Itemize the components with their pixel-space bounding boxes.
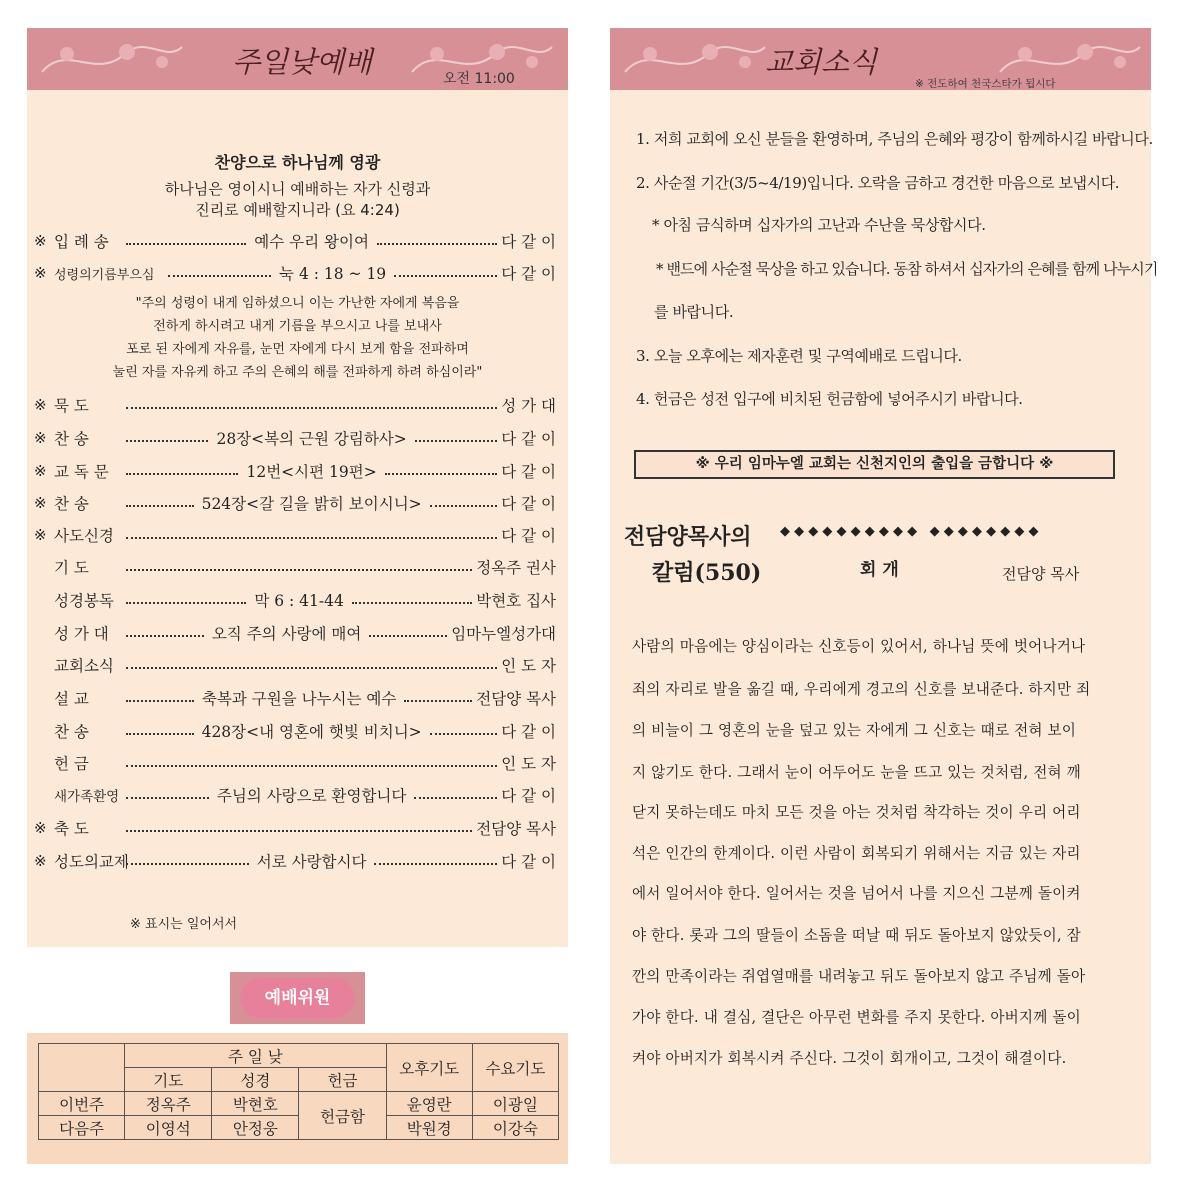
- standing-note: ※ 표시는 일어서서: [130, 917, 238, 932]
- cell-afternoon: 윤영란: [386, 1092, 472, 1116]
- news-title: 교회소식: [765, 45, 878, 79]
- order-leader: 인 도 자: [501, 755, 556, 773]
- standing-mark: ※: [34, 232, 47, 250]
- order-leader: 다 같 이: [501, 853, 556, 871]
- column-line: 의 비늘이 그 영혼의 눈을 덮고 있는 자에게 그 신호는 때로 전혀 보이: [632, 722, 1077, 739]
- order-label: 찬 송: [54, 430, 89, 448]
- order-leader: 다 같 이: [501, 527, 556, 545]
- dot-leader: [126, 635, 204, 637]
- order-label: 찬 송: [54, 495, 89, 513]
- order-content: 오직 주의 사랑에 매여: [211, 625, 362, 643]
- order-leader: 인 도 자: [501, 657, 556, 675]
- worship-title: 주일낮예배: [232, 45, 373, 79]
- order-label: 축 도: [54, 820, 89, 838]
- order-content: 예수 우리 왕이여: [254, 233, 369, 251]
- header-sunday: 주 일 낮: [125, 1044, 386, 1068]
- order-leader: 다 같 이: [501, 723, 557, 741]
- order-content: 428장<내 영혼에 햇빛 비치니>: [201, 723, 422, 741]
- order-leader: 다 같 이: [501, 787, 556, 805]
- corner-cell: [39, 1044, 125, 1092]
- dot-leader: [369, 635, 447, 637]
- dot-leader: [126, 569, 472, 571]
- order-label: 헌 금: [54, 755, 89, 773]
- cell-scripture: 박현호: [212, 1092, 299, 1116]
- column-line: 깐의 만족이라는 쥐엽열매를 내려놓고 뒤도 돌아보지 않고 주님께 돌아: [632, 968, 1086, 985]
- order-label: 기 도: [54, 559, 89, 577]
- standing-mark: ※: [34, 852, 47, 870]
- worship-order-item: [34, 425, 556, 451]
- standing-mark: ※: [34, 396, 47, 414]
- dot-leader: [385, 473, 497, 475]
- cell-prayer: 정옥주: [125, 1092, 212, 1116]
- dot-leader: [126, 407, 497, 409]
- cell-wednesday: 이강숙: [472, 1116, 558, 1140]
- news-item: 2. 사순절 기간(3/5~4/19)입니다. 오락을 금하고 경건한 마음으로 보냅시다.: [636, 174, 1120, 192]
- order-label: 성 가 대: [54, 625, 109, 643]
- quote-line: "주의 성령이 내게 임하셨으니 이는 가난한 자에게 복음을: [135, 296, 460, 311]
- table-row: [39, 1092, 559, 1116]
- order-leader: 다 같 이: [501, 463, 556, 481]
- dot-leader: [414, 797, 497, 799]
- dot-leader: [126, 537, 497, 539]
- order-content: 서로 사랑합시다: [256, 853, 367, 871]
- order-label: 성경봉독: [54, 592, 114, 610]
- worship-order-item: [34, 458, 556, 484]
- floral-ornament-icon: [620, 32, 770, 86]
- column-line: 야 한다. 롯과 그의 딸들이 소돔을 떠날 때 뒤도 돌아보지 않았듯이, 잠: [632, 927, 1081, 944]
- dot-leader: [126, 700, 194, 702]
- news-item: 4. 헌금은 성전 입구에 비치된 헌금함에 넣어주시기 바랍니다.: [636, 390, 1023, 408]
- order-leader: 다 같 이: [501, 430, 556, 448]
- dot-leader: [126, 765, 497, 767]
- order-label: 찬 송: [54, 723, 89, 741]
- worship-order-item: [34, 587, 556, 613]
- committee-table: [38, 1043, 559, 1140]
- worship-order-item: [34, 652, 556, 678]
- news-item: 1. 저희 교회에 오신 분들을 환영하며, 주님의 은혜와 평강이 함께하시길 바랍니다.: [636, 130, 1153, 148]
- worship-order-item: [34, 260, 556, 286]
- standing-mark: ※: [34, 494, 47, 512]
- dot-leader: [126, 733, 194, 735]
- worship-header: [27, 28, 568, 90]
- cell-offering: 헌금함: [299, 1092, 386, 1140]
- diamond-divider: ◆ ◆ ◆ ◆ ◆ ◆ ◆ ◆ ◆ ◆ ◆ ◆ ◆ ◆ ◆ ◆ ◆ ◆: [780, 524, 1039, 539]
- order-label: 성령의기름부으심: [54, 267, 155, 283]
- floral-ornament-icon: [37, 32, 187, 86]
- table-row: [39, 1116, 559, 1140]
- news-item: 3. 오늘 오후에는 제자훈련 및 구역예배로 드립니다.: [636, 347, 962, 365]
- standing-mark: ※: [34, 264, 47, 282]
- luke-quote: [27, 292, 568, 384]
- header-afternoon: 오후기도: [386, 1044, 472, 1092]
- column-line: 석은 인간의 한계이다. 이런 사람이 회복되기 위해서는 지금 있는 자리: [632, 845, 1081, 862]
- worship-order-item: [34, 554, 556, 580]
- worship-order-item: [34, 782, 556, 808]
- news-item: * 밴드에 사순절 묵상을 하고 있습니다. 동참 하셔서 십자가의 은혜를 함께 나누시기: [656, 260, 1158, 278]
- order-content: 막 6 : 41-44: [254, 592, 344, 610]
- dot-leader: [404, 700, 472, 702]
- column-line: 죄의 자리로 발을 옮길 때, 우리에게 경고의 신호를 보내준다. 하지만 죄: [632, 681, 1091, 698]
- worship-order-item: [34, 490, 556, 516]
- cell-prayer: 이영석: [125, 1116, 212, 1140]
- cell-wednesday: 이광일: [472, 1092, 558, 1116]
- worship-order-item: [34, 228, 556, 254]
- column-title-line2: 칼럼(550): [652, 560, 762, 586]
- dot-leader: [168, 275, 271, 277]
- committee-badge: 예배위원: [240, 978, 355, 1018]
- order-leader: 전담양 목사: [476, 820, 556, 838]
- column-line: 가야 한다. 내 결심, 결단은 아무런 변화를 주지 못한다. 아버지께 돌이: [632, 1009, 1081, 1026]
- standing-mark: ※: [34, 819, 47, 837]
- standing-mark: ※: [34, 526, 47, 544]
- column-topic: 회 개: [860, 560, 899, 580]
- dot-leader: [430, 733, 498, 735]
- dot-leader: [430, 505, 498, 507]
- column-line: 닫지 못하는데도 마치 모든 것을 아는 것처럼 착각하는 것이 우리 어리: [632, 804, 1081, 821]
- order-label: 교 독 문: [54, 463, 109, 481]
- dot-leader: [374, 863, 497, 865]
- dot-leader: [126, 505, 194, 507]
- column-title-line1: 전담양목사의: [624, 524, 752, 550]
- order-label: 사도신경: [54, 527, 114, 545]
- order-leader: 박현호 집사: [476, 592, 557, 610]
- order-leader: 다 같 이: [501, 265, 557, 283]
- worship-order-item: [34, 685, 556, 711]
- dot-leader: [352, 602, 472, 604]
- order-label: 설 교: [54, 690, 89, 708]
- row-label: 이번주: [39, 1092, 125, 1116]
- order-leader: 정옥주 권사: [476, 559, 556, 577]
- order-content: 축복과 구원을 나누시는 예수: [201, 690, 397, 708]
- order-label: 묵 도: [54, 397, 89, 415]
- order-label: 교회소식: [54, 657, 114, 675]
- dot-leader: [415, 440, 497, 442]
- order-content: 28장<복의 근원 강림하사>: [216, 430, 407, 448]
- worship-order-item: [34, 750, 556, 776]
- sub-scripture: 성경: [212, 1068, 299, 1092]
- column-author: 전담양 목사: [1002, 565, 1080, 583]
- order-content: 주님의 사랑으로 환영합니다: [216, 787, 407, 805]
- cell-afternoon: 박원경: [386, 1116, 472, 1140]
- order-content: 524장<갈 길을 밝히 보이시니>: [201, 495, 422, 513]
- dot-leader: [126, 440, 208, 442]
- order-label: 새가족환영: [54, 789, 120, 805]
- header-wednesday: 수요기도: [472, 1044, 558, 1092]
- row-label: 다음주: [39, 1116, 125, 1140]
- worship-time: 오전 11:00: [443, 71, 515, 87]
- order-content: 12번<시편 19편>: [246, 463, 377, 481]
- dot-leader: [126, 863, 249, 865]
- dot-leader: [126, 667, 497, 669]
- order-leader: 다 같 이: [501, 495, 557, 513]
- news-header: [610, 28, 1151, 90]
- news-item: 를 바랍니다.: [654, 303, 734, 321]
- quote-line: 전하게 하시려고 내게 기름을 부으시고 나를 보내사: [153, 319, 442, 334]
- column-line: 켜야 아버지가 회복시켜 주신다. 그것이 회개이고, 그것이 해결이다.: [632, 1050, 1067, 1067]
- order-leader: 성 가 대: [501, 397, 556, 415]
- worship-order-item: [34, 848, 556, 874]
- column-line: 지 않기도 한다. 그래서 눈이 어두어도 눈을 뜨고 있는 것처럼, 전혀 깨: [632, 764, 1081, 781]
- dot-leader: [377, 243, 497, 245]
- notice-box: ※ 우리 임마누엘 교회는 신천지인의 출입을 금합니다 ※: [634, 450, 1115, 479]
- dot-leader: [126, 602, 246, 604]
- order-leader: 임마누엘성가대: [451, 625, 557, 643]
- worship-order-item: [34, 620, 556, 646]
- worship-order-item: [34, 815, 556, 841]
- worship-order-item: [34, 718, 556, 744]
- worship-verse-line2: 진리로 예배할지니라 (요 4:24): [195, 201, 400, 219]
- dot-leader: [126, 243, 246, 245]
- quote-line: 포로 된 자에게 자유를, 눈먼 자에게 다시 보게 함을 전파하며: [126, 342, 469, 357]
- sub-prayer: 기도: [125, 1068, 212, 1092]
- standing-mark: ※: [34, 429, 47, 447]
- worship-heading: 찬양으로 하나님께 영광: [214, 153, 381, 172]
- order-leader: 다 같 이: [501, 233, 557, 251]
- order-label: 성도의교제: [54, 853, 129, 871]
- order-label: 입 례 송: [54, 233, 109, 251]
- news-slogan: ※ 전도하여 천국스타가 됩시다: [915, 78, 1056, 90]
- column-line: 사람의 마음에는 양심이라는 신호등이 있어서, 하나님 뜻에 벗어나거나: [632, 638, 1086, 655]
- dot-leader: [126, 473, 238, 475]
- quote-line: 눌린 자를 자유케 하고 주의 은혜의 해를 전파하게 하려 하심이라": [112, 365, 483, 380]
- dot-leader: [126, 830, 472, 832]
- news-panel: [610, 28, 1151, 1164]
- worship-order-item: [34, 392, 556, 418]
- worship-verse-line1: 하나님은 영이시니 예배하는 자가 신령과: [164, 180, 431, 198]
- dot-leader: [394, 275, 497, 277]
- sub-offering: 헌금: [299, 1068, 386, 1092]
- standing-mark: ※: [34, 462, 47, 480]
- worship-order-item: [34, 522, 556, 548]
- order-leader: 전담양 목사: [476, 690, 557, 708]
- cell-scripture: 안정웅: [212, 1116, 299, 1140]
- column-line: 에서 일어서야 한다. 일어서는 것을 넘어서 나를 지으신 그분께 돌이켜: [632, 885, 1081, 902]
- dot-leader: [126, 797, 209, 799]
- news-item: * 아침 금식하며 십자가의 고난과 수난을 묵상합시다.: [652, 216, 986, 234]
- order-content: 눅 4 : 18 ~ 19: [279, 265, 387, 283]
